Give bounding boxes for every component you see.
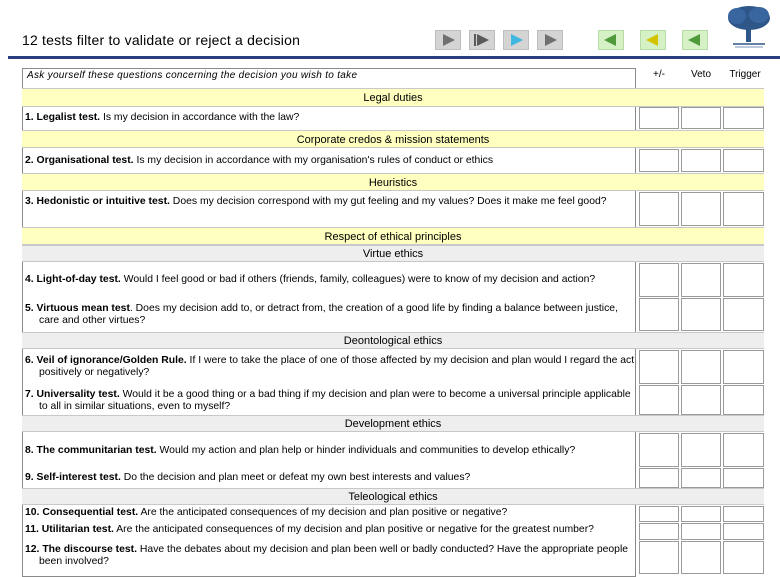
test-8-plusminus-cell[interactable] xyxy=(639,433,679,467)
test-10-veto-cell[interactable] xyxy=(681,506,721,522)
next-right-icon[interactable] xyxy=(469,30,495,50)
test-8: 8. The communitarian test. Would my action and plan help or hinder individuals and communities to develop ethically? xyxy=(25,445,576,456)
test-4-trigger-cell[interactable] xyxy=(723,263,764,297)
test-4-veto-cell[interactable] xyxy=(681,263,721,297)
section-heuristics: Heuristics xyxy=(22,173,764,191)
test-7: 7. Universality test. Would it be a good thing or a bad thing if my decision and plan were to become a universal principle applicable to all in similar situations, even to myself? xyxy=(25,389,631,412)
test-6-veto-cell[interactable] xyxy=(681,350,721,384)
test-5-trigger-cell[interactable] xyxy=(723,298,764,331)
section-corporate: Corporate credos & mission statements xyxy=(22,130,764,148)
test-7-trigger-cell[interactable] xyxy=(723,385,764,415)
test-8-trigger-cell[interactable] xyxy=(723,433,764,467)
test-6-plusminus-cell[interactable] xyxy=(639,350,679,384)
test-3-plusminus-cell[interactable] xyxy=(639,192,679,226)
test-2-plusminus-cell[interactable] xyxy=(639,149,679,172)
test-3-veto-cell[interactable] xyxy=(681,192,721,226)
play-right-icon[interactable] xyxy=(435,30,461,50)
test-11-plusminus-cell[interactable] xyxy=(639,523,679,540)
section-deontological: Deontological ethics xyxy=(22,332,764,349)
tree-logo-icon xyxy=(723,4,775,50)
back-left-icon[interactable] xyxy=(682,30,708,50)
back-left-icon[interactable] xyxy=(598,30,624,50)
test-2-trigger-cell[interactable] xyxy=(723,149,764,172)
col-plusminus-header: +/- xyxy=(653,69,665,80)
play-right-icon[interactable] xyxy=(537,30,563,50)
test-2: 2. Organisational test. Is my decision in accordance with my organisation's rules of conduct or ethics xyxy=(25,155,494,166)
test-3: 3. Hedonistic or intuitive test. Does my decision correspond with my gut feeling and my values? Does it make me feel good? xyxy=(25,196,607,207)
test-1-trigger-cell[interactable] xyxy=(723,107,764,129)
test-11-veto-cell[interactable] xyxy=(681,523,721,540)
test-5-plusminus-cell[interactable] xyxy=(639,298,679,331)
test-10-trigger-cell[interactable] xyxy=(723,506,764,522)
title-divider xyxy=(8,56,780,59)
test-8-veto-cell[interactable] xyxy=(681,433,721,467)
test-12-trigger-cell[interactable] xyxy=(723,541,764,574)
test-4-plusminus-cell[interactable] xyxy=(639,263,679,297)
prompt-text: Ask yourself these questions concerning the decision you wish to take xyxy=(27,70,358,81)
test-12-veto-cell[interactable] xyxy=(681,541,721,574)
col-veto-header: Veto xyxy=(690,69,712,80)
test-1: 1. Legalist test. Is my decision in accordance with the law? xyxy=(25,112,300,123)
test-10: 10. Consequential test. Are the anticipated consequences of my decision and plan positive or negative? xyxy=(25,507,508,518)
test-12: 12. The discourse test. Have the debates about my decision and plan been well or badly conducted? Have the appropriate people been involved? xyxy=(25,544,629,567)
test-6-trigger-cell[interactable] xyxy=(723,350,764,384)
test-1-veto-cell[interactable] xyxy=(681,107,721,129)
play-right-cyan-icon[interactable] xyxy=(503,30,529,50)
test-6: 6. Veil of ignorance/Golden Rule. If I were to take the place of one of those affected by my decision and plan would I regard the act positively or negatively? xyxy=(25,355,635,378)
section-teleological: Teleological ethics xyxy=(22,488,764,505)
test-1-plusminus-cell[interactable] xyxy=(639,107,679,129)
test-9-trigger-cell[interactable] xyxy=(723,468,764,488)
test-5-veto-cell[interactable] xyxy=(681,298,721,331)
section-virtue: Virtue ethics xyxy=(22,245,764,262)
test-7-veto-cell[interactable] xyxy=(681,385,721,415)
test-9-veto-cell[interactable] xyxy=(681,468,721,488)
back-left-yellow-icon[interactable] xyxy=(640,30,666,50)
test-9: 9. Self-interest test. Do the decision and plan meet or defeat my own best interests and values? xyxy=(25,472,471,483)
section-ethical: Respect of ethical principles xyxy=(22,227,764,245)
test-2-veto-cell[interactable] xyxy=(681,149,721,172)
section-development: Development ethics xyxy=(22,415,764,432)
test-3-trigger-cell[interactable] xyxy=(723,192,764,226)
test-5: 5. Virtuous mean test. Does my decision add to, or detract from, the creation of a good life by finding a balance between justice, care and other virtues? xyxy=(25,303,618,326)
page-title: 12 tests filter to validate or reject a decision xyxy=(22,32,301,48)
col-trigger-header: Trigger xyxy=(729,69,761,80)
test-11: 11. Utilitarian test. Are the anticipated consequences of my decision and plan positive or negative for the greatest number? xyxy=(25,524,594,535)
test-7-plusminus-cell[interactable] xyxy=(639,385,679,415)
section-legal: Legal duties xyxy=(22,88,764,107)
test-9-plusminus-cell[interactable] xyxy=(639,468,679,488)
test-10-plusminus-cell[interactable] xyxy=(639,506,679,522)
test-12-plusminus-cell[interactable] xyxy=(639,541,679,574)
test-11-trigger-cell[interactable] xyxy=(723,523,764,540)
test-4: 4. Light-of-day test. Would I feel good or bad if others (friends, family, colleagues) were to know of my decision and action? xyxy=(25,274,596,285)
